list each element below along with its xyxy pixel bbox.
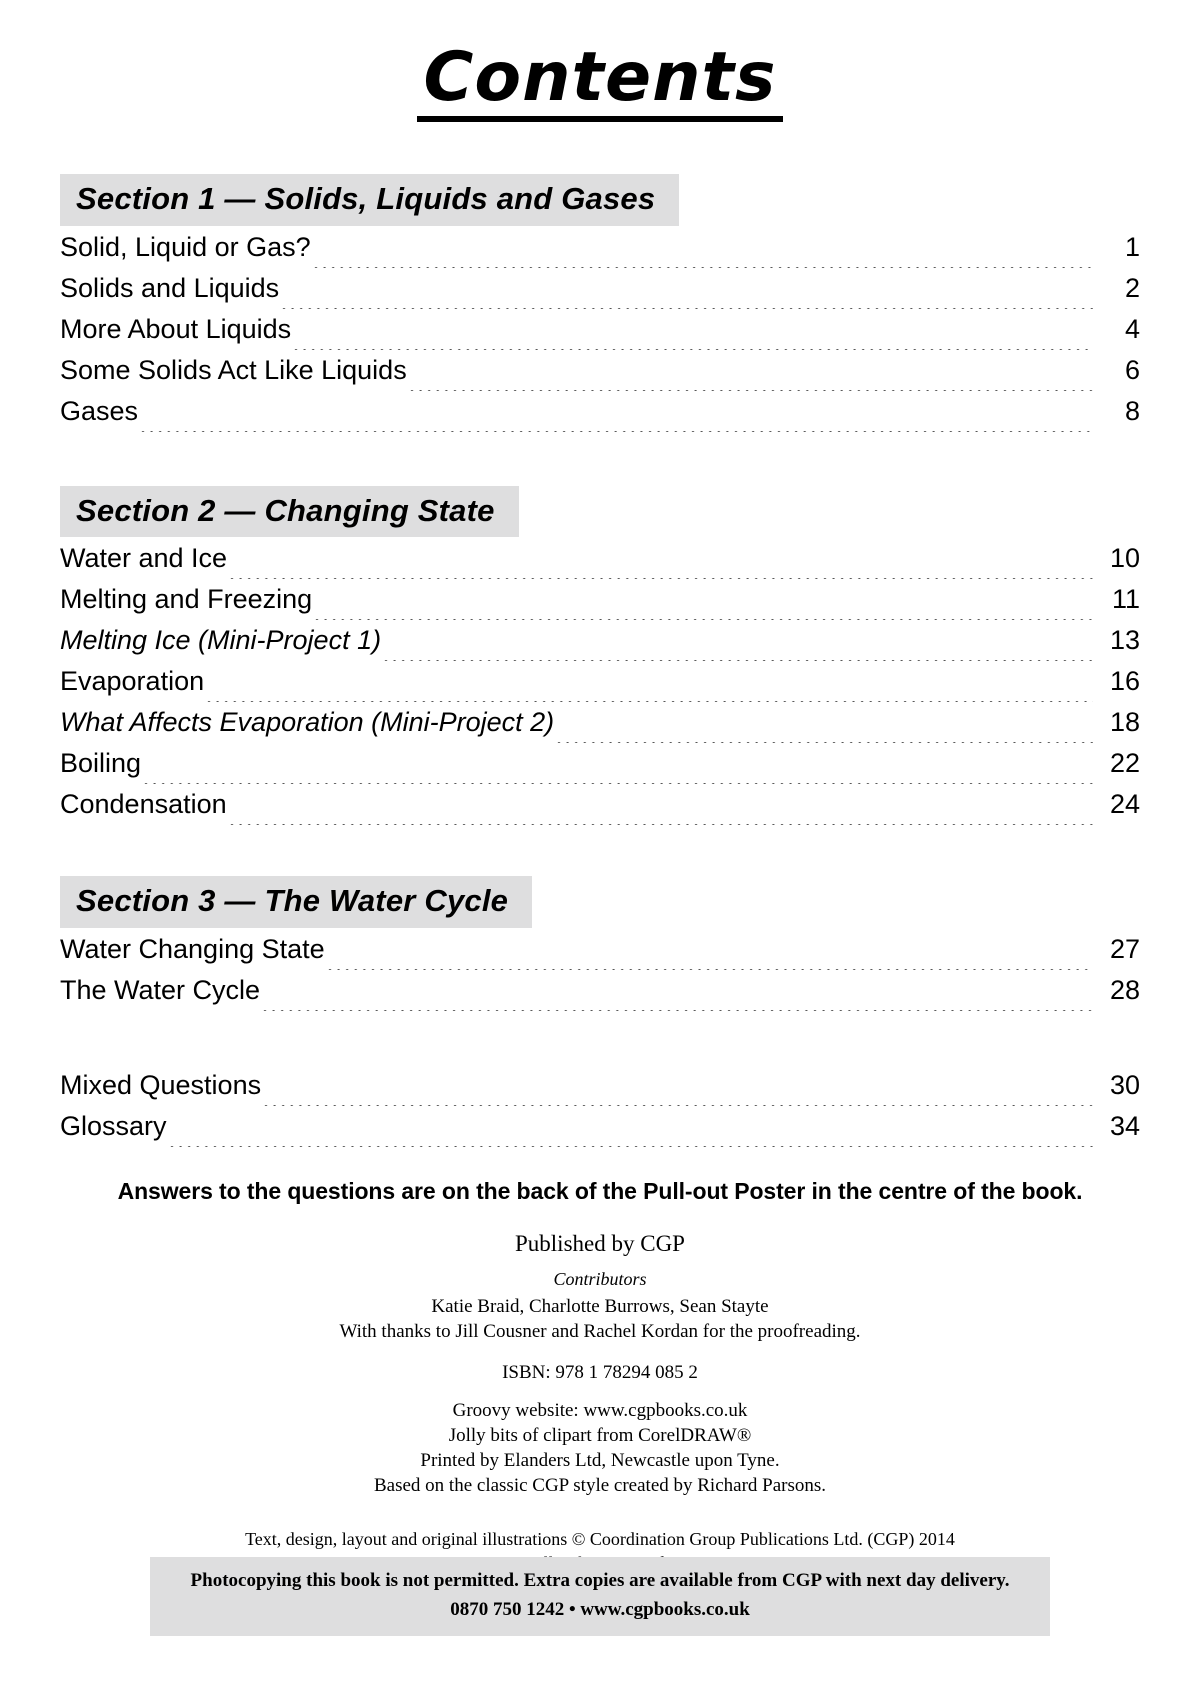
- toc-entry-title: More About Liquids: [60, 313, 292, 344]
- toc-entry-page: 13: [1109, 625, 1140, 656]
- section-heading-1: Section 1 — Solids, Liquids and Gases: [60, 174, 679, 226]
- style-credit-line: Based on the classic CGP style created by Richard Parsons.: [373, 1475, 827, 1497]
- toc-entry-page: 30: [1109, 1069, 1140, 1100]
- toc-entry-title: Gases: [60, 395, 139, 426]
- dot-leader: [264, 1105, 1093, 1106]
- toc-entry-page: 18: [1109, 707, 1140, 738]
- toc-list-2: [60, 543, 1140, 830]
- toc-row[interactable]: [60, 543, 1140, 584]
- toc-entry-page: 22: [1109, 748, 1140, 779]
- dot-leader: [410, 390, 1093, 391]
- toc-entry-page: 27: [1109, 933, 1140, 964]
- toc-entry-title: Water Changing State: [60, 933, 325, 964]
- dot-leader: [263, 1010, 1093, 1011]
- toc-row[interactable]: [60, 625, 1140, 666]
- toc-entry-page: 24: [1109, 789, 1140, 820]
- copyright-line: Text, design, layout and original illustrations © Coordination Group Publications Ltd. (CGP) 2014: [245, 1529, 955, 1550]
- page-title: Contents: [417, 44, 782, 122]
- dot-leader: [294, 349, 1093, 350]
- toc-row[interactable]: [60, 666, 1140, 707]
- dot-leader: [282, 308, 1093, 309]
- section-block-3: [60, 876, 1140, 1016]
- toc-list-3: [60, 934, 1140, 1016]
- printer-line: Printed by Elanders Ltd, Newcastle upon Tyne.: [420, 1450, 780, 1472]
- dot-leader: [141, 431, 1093, 432]
- toc-row[interactable]: [60, 748, 1140, 789]
- toc-entry-title: The Water Cycle: [60, 974, 261, 1005]
- toc-entry-page: 34: [1109, 1110, 1140, 1141]
- toc-entry-page: 16: [1109, 666, 1140, 697]
- dot-leader: [384, 660, 1093, 661]
- dot-leader: [144, 783, 1093, 784]
- toc-row[interactable]: [60, 707, 1140, 748]
- section-block-2: [60, 486, 1140, 831]
- toc-entry-title: Condensation: [60, 789, 227, 820]
- toc-entry-title: Solid, Liquid or Gas?: [60, 231, 311, 262]
- clipart-line: Jolly bits of clipart from CorelDRAW®: [448, 1425, 752, 1447]
- isbn-line: ISBN: 978 1 78294 085 2: [502, 1361, 698, 1383]
- dot-leader: [328, 969, 1093, 970]
- toc-entry-title: Boiling: [60, 748, 142, 779]
- section-block-1: [60, 174, 1140, 437]
- toc-entry-page: 1: [1124, 231, 1140, 262]
- toc-row[interactable]: [60, 975, 1140, 1016]
- toc-entry-page: 28: [1109, 974, 1140, 1005]
- dot-leader: [230, 824, 1093, 825]
- contact-line: 0870 750 1242 • www.cgpbooks.co.uk: [450, 1598, 750, 1620]
- toc-row[interactable]: [60, 934, 1140, 975]
- toc-entry-title: What Affects Evaporation (Mini-Project 2): [60, 707, 555, 738]
- dot-leader: [207, 701, 1093, 702]
- toc-row[interactable]: [60, 355, 1140, 396]
- toc-entry-page: 2: [1124, 272, 1140, 303]
- toc-row[interactable]: [60, 584, 1140, 625]
- dot-leader: [557, 742, 1093, 743]
- toc-entry-title: Some Solids Act Like Liquids: [60, 354, 407, 385]
- proofreading-thanks: With thanks to Jill Cousner and Rachel Kordan for the proofreading.: [339, 1320, 861, 1342]
- photocopying-notice-line-1: Photocopying this book is not permitted. Extra copies are available from CGP with next day delivery.: [190, 1570, 1010, 1591]
- toc-row[interactable]: [60, 314, 1140, 355]
- toc-list-1: [60, 232, 1140, 437]
- toc-entry-title: Glossary: [60, 1110, 167, 1141]
- toc-entry-page: 8: [1124, 395, 1140, 426]
- toc-row[interactable]: [60, 789, 1140, 830]
- dot-leader: [315, 619, 1093, 620]
- dot-leader: [170, 1146, 1093, 1147]
- website-line: Groovy website: www.cgpbooks.co.uk: [452, 1399, 748, 1421]
- page-title-wrap: [60, 0, 1140, 122]
- spacer: [60, 1344, 1140, 1360]
- toc-entry-title: Melting and Freezing: [60, 584, 313, 615]
- contributors-names: Katie Braid, Charlotte Burrows, Sean Stayte: [431, 1295, 769, 1317]
- publisher-line: Published by CGP: [515, 1230, 685, 1256]
- dot-leader: [314, 267, 1093, 268]
- toc-row[interactable]: [60, 232, 1140, 273]
- spacer: [60, 1385, 1140, 1398]
- section-heading-3: Section 3 — The Water Cycle: [60, 876, 532, 928]
- toc-entry-page: 4: [1124, 313, 1140, 344]
- toc-row[interactable]: [60, 1070, 1140, 1111]
- toc-entry-page: 10: [1109, 543, 1140, 574]
- toc-row[interactable]: [60, 396, 1140, 437]
- section-heading-2: Section 2 — Changing State: [60, 486, 519, 538]
- answers-note: Answers to the questions are on the back of the Pull-out Poster in the centre of the book.: [117, 1177, 1083, 1204]
- toc-entry-page: 6: [1124, 354, 1140, 385]
- toc-entry-title: Water and Ice: [60, 543, 228, 574]
- toc-entry-title: Melting Ice (Mini-Project 1): [60, 625, 382, 656]
- contributors-label: Contributors: [553, 1269, 647, 1289]
- extras-list: [60, 1070, 1140, 1152]
- toc-entry-title: Mixed Questions: [60, 1069, 262, 1100]
- toc-entry-title: Solids and Liquids: [60, 272, 280, 303]
- toc-entry-title: Evaporation: [60, 666, 205, 697]
- toc-row[interactable]: [60, 273, 1140, 314]
- photocopying-notice-bar: [150, 1557, 1050, 1636]
- toc-entry-page: 11: [1111, 584, 1140, 615]
- toc-row[interactable]: [60, 1111, 1140, 1152]
- imprint-block: [60, 1229, 1140, 1576]
- dot-leader: [230, 578, 1093, 579]
